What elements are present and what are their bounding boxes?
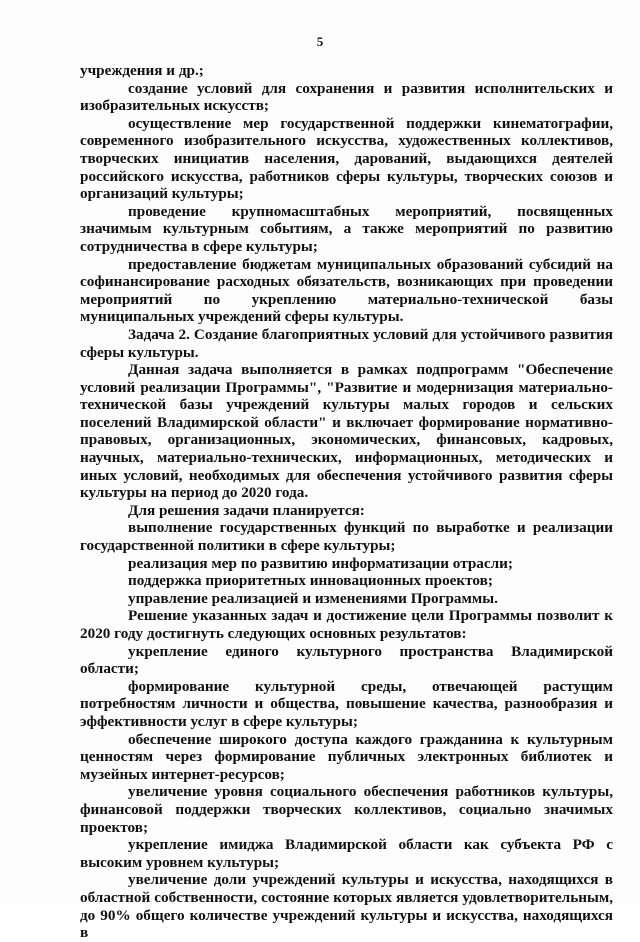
- paragraph: управление реализацией и изменениями Программы.: [128, 589, 498, 607]
- page-number: 5: [316, 34, 324, 49]
- document-body: [80, 62, 613, 942]
- paragraph: Решение указанных задач и достижение цели Программы позволит к 2020 году достигнуть следующих основных результатов:: [80, 607, 613, 642]
- paragraph: увеличение уровня социального обеспечения работников культуры, финансовой поддержки творческих коллективов, социально значимых проектов;: [80, 783, 613, 836]
- paragraph: Данная задача выполняется в рамках подпрограмм "Обеспечение условий реализации Программы", "Развитие и модернизация материально-технической базы учреждений культуры малых городов и сельских поселений Владимирской области" и включает формирование нормативно-правовых, организационных, экономических, финансовых, кадровых, научных, материально-технических, информационных, методических и иных условий, необходимых для обеспечения устойчивого развития сферы культуры на период до 2020 года.: [80, 361, 613, 502]
- paragraph: поддержка приоритетных инновационных проектов;: [128, 572, 493, 590]
- paragraph: формирование культурной среды, отвечающей растущим потребностям личности и общества, повышение качества, разнообразия и эффективности услуг в сфере культуры;: [80, 677, 613, 730]
- paragraph: увеличение доли учреждений культуры и искусства, находящихся в областной собственности, состояние которых является удовлетворительным, до 90% общего количестве учреждений культуры и искусства, находящихся в: [80, 871, 613, 942]
- paragraph: укрепление единого культурного пространства Владимирской области;: [80, 642, 613, 678]
- paragraph: создание условий для сохранения и развития исполнительских и изобразительных искусств;: [80, 79, 613, 115]
- paragraph: обеспечение широкого доступа каждого гражданина к культурным ценностям через формирование публичных электронных библиотек и музейных интернет-ресурсов;: [80, 730, 613, 783]
- paragraph: реализация мер по развитию информатизации отрасли;: [128, 554, 513, 572]
- paragraph: учреждения и др.;: [80, 62, 204, 79]
- paragraph: Задача 2. Создание благоприятных условий для устойчивого развития сферы культуры.: [80, 325, 613, 361]
- paragraph: выполнение государственных функций по выработке и реализации государственной политики в сфере культуры;: [80, 519, 613, 555]
- paragraph: предоставление бюджетам муниципальных образований субсидий на софинансирование расходных обязательств, возникающих при проведении мероприятий по укреплению материально-технической базы муниципальных учреждений сферы культуры.: [80, 255, 613, 326]
- paragraph: Для решения задачи планируется:: [128, 501, 365, 519]
- paragraph: осуществление мер государственной поддержки кинематографии, современного изобразительного искусства, художественных коллективов, творческих инициатив населения, дарований, выдающихся деятелей российского искусства, работников сферы культуры, творческих союзов и организаций культуры;: [80, 114, 613, 203]
- paragraph: проведение крупномасштабных мероприятий, посвященных значимым культурным событиям, а также мероприятий по развитию сотрудничества в сфере культуры;: [80, 202, 613, 255]
- paragraph: укрепление имиджа Владимирской области как субъекта РФ с высоким уровнем культуры;: [80, 836, 613, 871]
